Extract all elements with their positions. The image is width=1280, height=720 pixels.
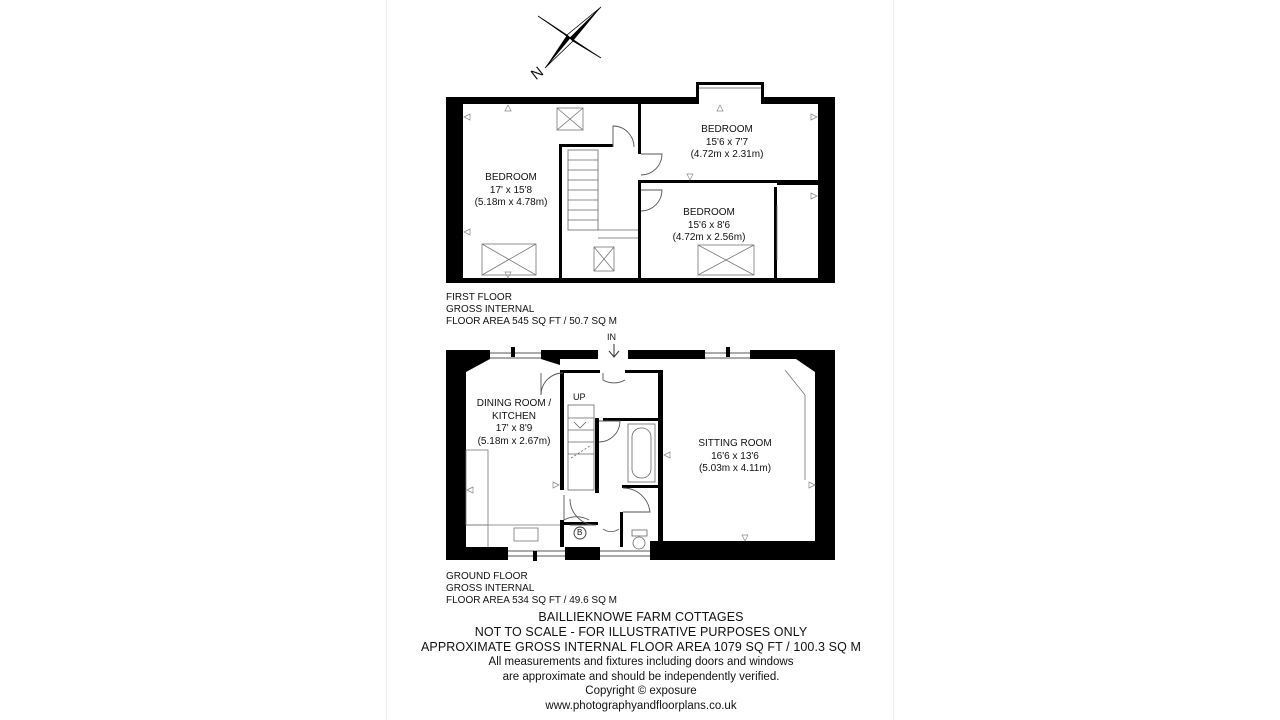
caption-line: FLOOR AREA 534 SQ FT / 49.6 SQ M — [446, 595, 617, 606]
compass-rose-icon — [538, 7, 601, 68]
wall-top-left — [446, 97, 696, 104]
caption-line: FLOOR AREA 545 SQ FT / 50.7 SQ M — [446, 316, 617, 327]
first-floor-caption — [446, 292, 617, 328]
room-name: SITTING ROOM — [698, 438, 772, 449]
room-label-dining-room-kitchen — [470, 398, 558, 448]
ground-floor-caption — [446, 571, 617, 607]
room-dimensions-imperial: 15'6 x 8'6 — [687, 219, 731, 231]
room-dimensions-imperial: 17' x 8'9 — [495, 423, 533, 434]
room-dimensions-metric: (4.72m x 2.56m) — [672, 232, 746, 243]
room-name: KITCHEN — [492, 410, 536, 422]
measurement-note: are approximate and should be independently verified. — [502, 670, 780, 683]
room-name: BEDROOM — [701, 124, 753, 135]
room-dimensions-imperial: 15'6 x 7'7 — [705, 136, 749, 148]
north-label: N — [527, 63, 547, 84]
caption-line: GROSS INTERNAL — [446, 583, 535, 594]
room-dimensions-metric: (5.03m x 4.11m) — [698, 463, 772, 474]
room-name: DINING ROOM / — [476, 398, 552, 409]
room-label-first-floor-bedroom-2 — [672, 124, 782, 162]
room-dimensions-imperial: 17' x 15'8 — [489, 184, 533, 196]
entrance-arrow-icon — [605, 344, 625, 364]
room-dimensions-metric: (5.18m x 4.78m) — [474, 197, 548, 208]
room-label-first-floor-bedroom-3 — [654, 207, 764, 245]
wall-bottom — [446, 278, 835, 283]
caption-line: FIRST FLOOR — [446, 292, 512, 303]
room-label-sitting-room — [680, 438, 790, 476]
website-link[interactable]: www.photographyandfloorplans.co.uk — [545, 699, 737, 712]
measurement-note: All measurements and fixtures including doors and windows — [488, 656, 794, 668]
stairs-up-label: UP — [573, 392, 586, 402]
room-label-first-floor-bedroom-1 — [462, 172, 560, 210]
wall-left — [446, 97, 463, 283]
wall-right — [818, 97, 835, 283]
entrance-label: IN — [607, 332, 616, 342]
room-name: BEDROOM — [485, 172, 537, 183]
copyright: Copyright © exposure — [585, 685, 697, 697]
room-dimensions-imperial: 16'6 x 13'6 — [711, 450, 759, 462]
room-dimensions-metric: (5.18m x 2.67m) — [477, 435, 551, 447]
total-area: APPROXIMATE GROSS INTERNAL FLOOR AREA 1079 SQ FT / 100.3 SQ M — [420, 640, 862, 654]
caption-line: GROSS INTERNAL — [446, 304, 535, 315]
footer — [410, 610, 872, 713]
caption-line: GROUND FLOOR — [446, 571, 528, 582]
wall-top-right — [764, 97, 835, 104]
room-name: BEDROOM — [683, 207, 735, 218]
room-dimensions-metric: (4.72m x 2.31m) — [690, 149, 764, 160]
boiler-label: B — [577, 528, 583, 537]
property-name: BAILLIEKNOWE FARM COTTAGES — [538, 610, 744, 624]
disclaimer: NOT TO SCALE - FOR ILLUSTRATIVE PURPOSES ONLY — [474, 625, 808, 639]
